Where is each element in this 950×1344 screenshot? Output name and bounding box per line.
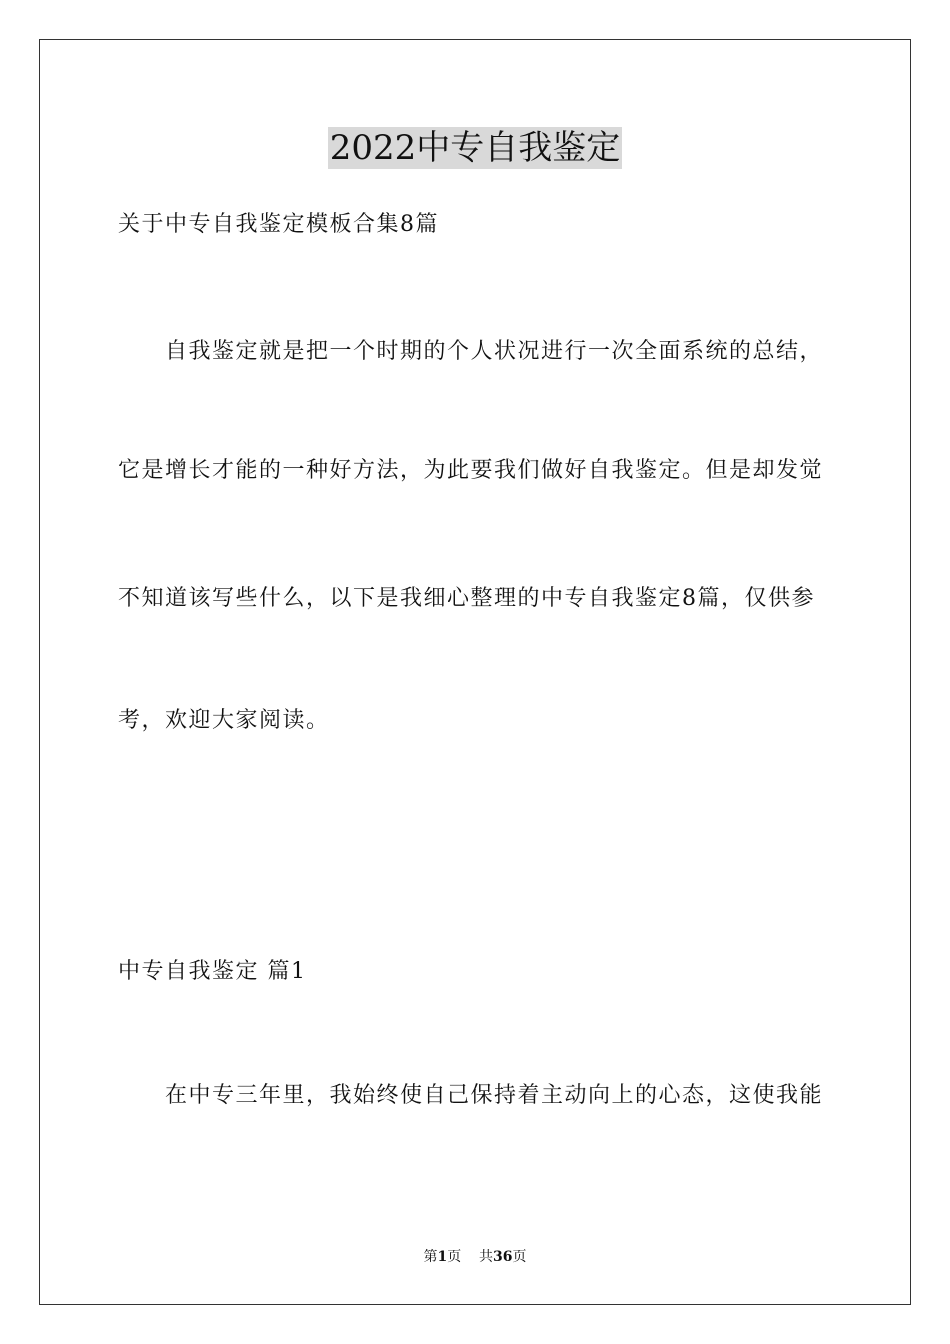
section-line-1: 在中专三年里，我始终使自己保持着主动向上的心态，这使我能 xyxy=(165,1083,824,1108)
intro-line-4: 考，欢迎大家阅读。 xyxy=(118,708,330,733)
footer-page-prefix: 第 xyxy=(423,1249,438,1265)
intro-line-3: 不知道该写些什么，以下是我细心整理的中专自我鉴定8篇，仅供参 xyxy=(118,586,815,611)
footer-total-suffix: 页 xyxy=(512,1249,527,1265)
document-title: 2022中专自我鉴定 xyxy=(329,128,621,168)
intro-line-1: 自我鉴定就是把一个时期的个人状况进行一次全面系统的总结， xyxy=(165,339,824,364)
title-container xyxy=(0,127,950,169)
page-footer xyxy=(0,1248,950,1266)
section-heading: 中专自我鉴定 篇1 xyxy=(118,959,307,984)
footer-total-pages: 36 xyxy=(493,1249,513,1265)
intro-line-2: 它是增长才能的一种好方法，为此要我们做好自我鉴定。但是却发觉 xyxy=(118,458,824,483)
footer-page-suffix: 页 xyxy=(447,1249,462,1265)
footer-total-prefix: 共 xyxy=(479,1249,494,1265)
document-subtitle: 关于中专自我鉴定模板合集8篇 xyxy=(118,212,439,237)
footer-page-number: 1 xyxy=(437,1249,448,1265)
